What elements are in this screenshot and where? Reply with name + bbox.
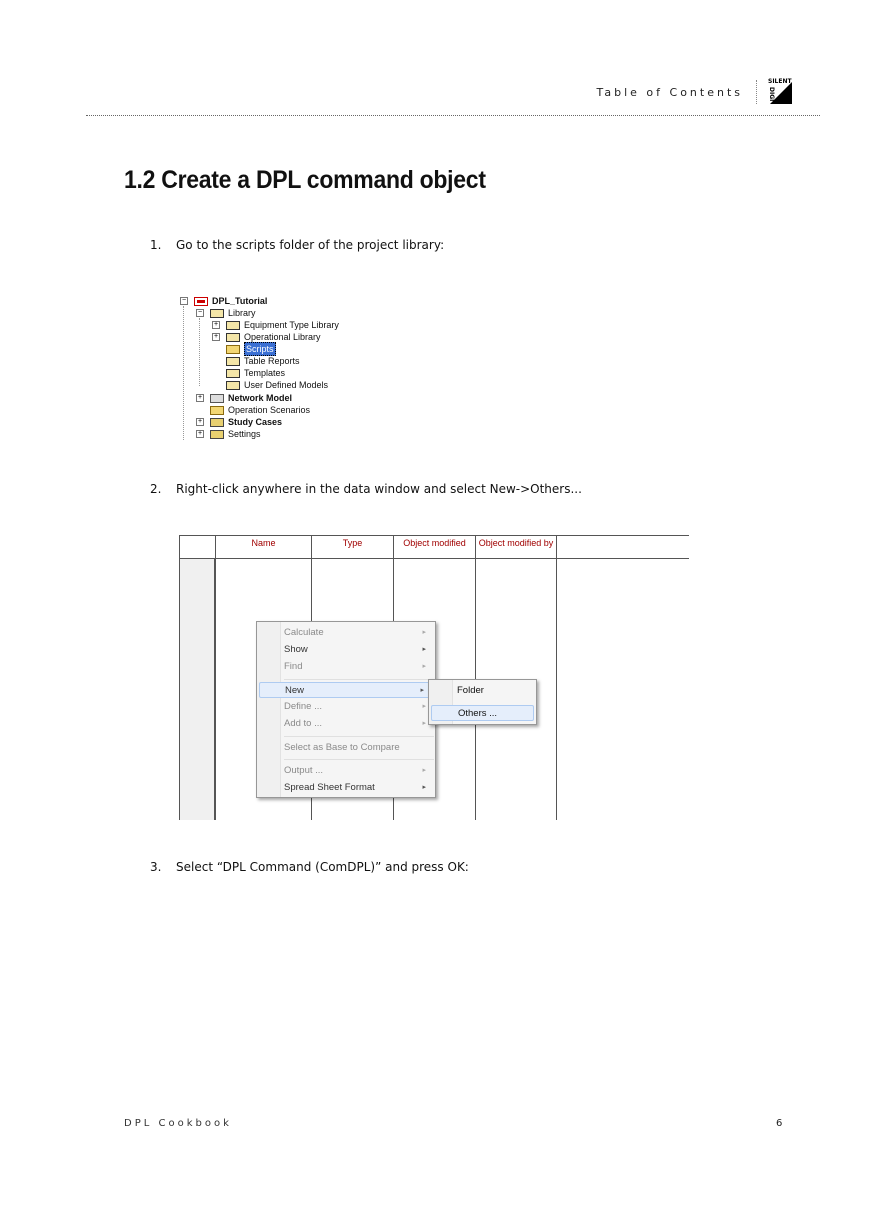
tree-item-label: Library bbox=[228, 308, 256, 318]
step-3 bbox=[150, 860, 469, 874]
context-menu bbox=[256, 621, 436, 798]
logo-text-top: SILENT bbox=[768, 78, 792, 85]
logo-text-bottom: DIGI bbox=[768, 87, 775, 102]
expand-toggle-icon[interactable]: + bbox=[197, 418, 203, 425]
submenu-arrow-icon: ▸ bbox=[422, 767, 426, 774]
scripts-folder-icon bbox=[226, 345, 240, 354]
step-number: 3. bbox=[150, 860, 162, 874]
expand-toggle-icon[interactable]: + bbox=[213, 333, 219, 340]
tree-item-templates[interactable] bbox=[226, 367, 285, 379]
tree-item-label: Settings bbox=[228, 429, 261, 439]
tree-item-library[interactable] bbox=[196, 307, 256, 319]
submenu-arrow-icon: ▸ bbox=[422, 720, 426, 727]
tree-item-operation-scenarios[interactable] bbox=[210, 404, 310, 416]
expand-toggle-icon[interactable]: + bbox=[197, 430, 203, 437]
tree-item-scripts[interactable] bbox=[226, 343, 276, 355]
tree-item-label: Templates bbox=[244, 368, 286, 378]
menu-item-find[interactable]: Find ▸ bbox=[284, 659, 434, 675]
step-number: 1. bbox=[150, 238, 162, 252]
tree-item-user-defined-models[interactable] bbox=[226, 379, 328, 391]
submenu-arrow-icon: ▸ bbox=[422, 784, 426, 791]
menu-item-show[interactable]: Show ▸ bbox=[284, 642, 434, 658]
study-cases-icon bbox=[210, 418, 224, 427]
footer-document-title: DPL Cookbook bbox=[124, 1118, 232, 1129]
network-model-icon bbox=[210, 394, 224, 403]
running-header-title: Table of Contents bbox=[596, 86, 743, 99]
tree-item-label: DPL_Tutorial bbox=[212, 296, 268, 306]
menu-item-add-to[interactable]: Add to ... ▸ bbox=[284, 716, 434, 732]
tree-item-dpl-tutorial[interactable] bbox=[180, 295, 267, 307]
row-header-gutter bbox=[179, 559, 215, 820]
submenu-arrow-icon: ▸ bbox=[422, 629, 426, 636]
tree-item-table-reports[interactable] bbox=[226, 355, 300, 367]
tree-item-label: Equipment Type Library bbox=[244, 320, 339, 330]
submenu-arrow-icon: ▸ bbox=[422, 663, 426, 670]
column-header-object-modified[interactable]: Object modified bbox=[403, 538, 466, 548]
step-2 bbox=[150, 482, 582, 496]
step-text: Go to the scripts folder of the project library: bbox=[176, 238, 445, 252]
project-icon bbox=[194, 297, 208, 306]
tree-item-settings[interactable] bbox=[196, 428, 261, 440]
menu-item-output[interactable]: Output ... ▸ bbox=[284, 763, 434, 779]
section-title: 1.2 Create a DPL command object bbox=[124, 166, 486, 194]
expand-toggle-icon[interactable]: + bbox=[197, 394, 203, 401]
menu-item-define[interactable]: Define ... ▸ bbox=[284, 699, 434, 715]
tree-item-equipment-type-library[interactable] bbox=[212, 319, 339, 331]
library-folder-icon bbox=[226, 381, 240, 390]
menu-item-spread-sheet-format[interactable]: Spread Sheet Format ▸ bbox=[284, 780, 434, 796]
expand-toggle-icon[interactable]: + bbox=[213, 321, 219, 328]
menu-item-calculate[interactable]: Calculate ▸ bbox=[284, 625, 434, 641]
logo-separator bbox=[756, 80, 757, 104]
library-folder-icon bbox=[226, 333, 240, 342]
menu-separator bbox=[284, 759, 434, 760]
column-header-name[interactable]: Name bbox=[251, 538, 276, 548]
collapse-toggle-icon[interactable]: − bbox=[197, 309, 203, 316]
page-number: 6 bbox=[776, 1118, 783, 1129]
tree-item-label: Network Model bbox=[228, 393, 293, 403]
collapse-toggle-icon[interactable]: − bbox=[181, 297, 187, 304]
tree-item-label: Study Cases bbox=[228, 417, 283, 427]
scenario-icon bbox=[210, 406, 224, 415]
logo bbox=[768, 78, 792, 102]
submenu-arrow-icon: ▸ bbox=[420, 687, 424, 694]
submenu-item-others[interactable]: Others ... bbox=[431, 705, 534, 721]
step-number: 2. bbox=[150, 482, 162, 496]
settings-folder-icon bbox=[210, 430, 224, 439]
tree-item-network-model[interactable] bbox=[196, 392, 292, 404]
library-icon bbox=[210, 309, 224, 318]
library-folder-icon bbox=[226, 321, 240, 330]
library-folder-icon bbox=[226, 369, 240, 378]
menu-item-select-as-base-to-compare[interactable]: Select as Base to Compare bbox=[284, 742, 400, 753]
column-header-type[interactable]: Type bbox=[342, 538, 363, 548]
new-submenu bbox=[428, 679, 537, 725]
tree-item-label: Scripts bbox=[246, 344, 274, 354]
menu-item-new[interactable]: New ▸ bbox=[259, 682, 433, 698]
submenu-arrow-icon: ▸ bbox=[422, 703, 426, 710]
tree-item-label: Table Reports bbox=[244, 356, 300, 366]
library-folder-icon bbox=[226, 357, 240, 366]
step-text: Select “DPL Command (ComDPL)” and press OK: bbox=[176, 860, 469, 874]
tree-item-label: User Defined Models bbox=[244, 380, 329, 390]
column-header-object-modified-by[interactable]: Object modified by bbox=[478, 538, 554, 548]
menu-separator bbox=[284, 679, 434, 680]
tree-item-label: Operational Library bbox=[244, 332, 321, 342]
step-text: Right-click anywhere in the data window and select New->Others... bbox=[176, 482, 582, 496]
tree-item-label: Operation Scenarios bbox=[228, 405, 311, 415]
tree-item-study-cases[interactable] bbox=[196, 416, 282, 428]
submenu-item-folder[interactable]: Folder bbox=[457, 685, 484, 696]
header-divider bbox=[86, 115, 820, 116]
step-1 bbox=[150, 238, 444, 252]
menu-separator bbox=[284, 736, 434, 737]
submenu-arrow-icon: ▸ bbox=[422, 646, 426, 653]
